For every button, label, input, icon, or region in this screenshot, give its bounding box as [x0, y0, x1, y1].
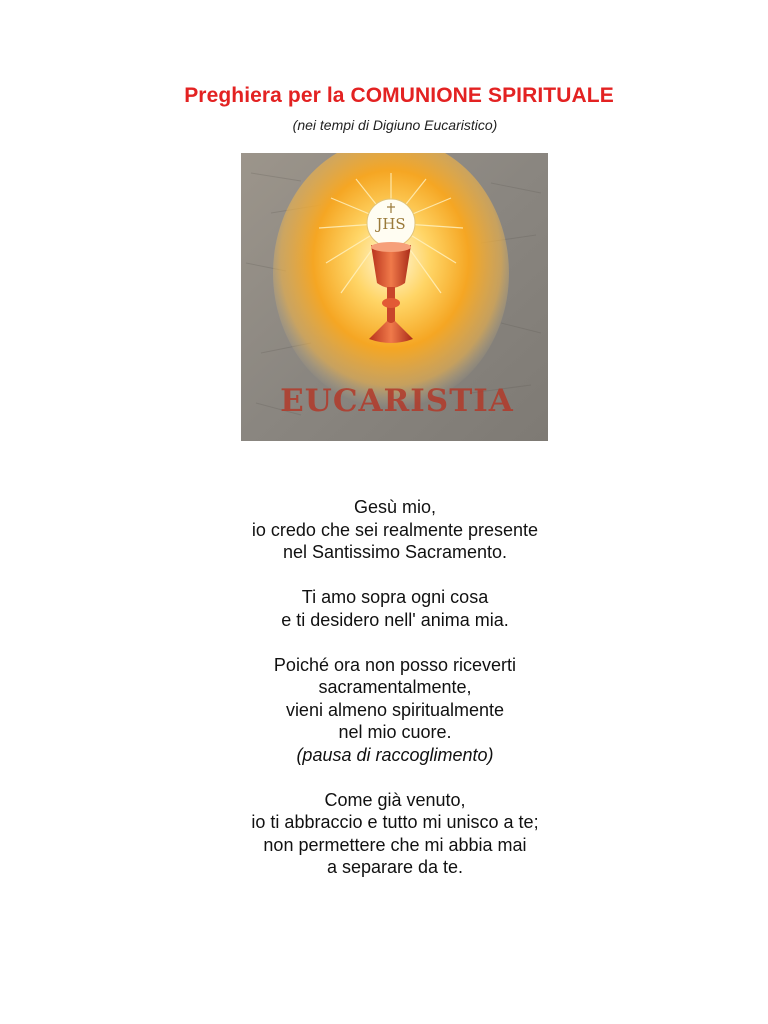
prayer-line: non permettere che mi abbia mai: [263, 834, 527, 855]
stanza-3: [0, 654, 768, 767]
prayer-line: io ti abbraccio e tutto mi unisco a te;: [251, 812, 539, 832]
prayer-line: Come già venuto,: [324, 789, 466, 810]
prayer-line: a separare da te.: [326, 857, 464, 877]
prayer-line: io credo che sei realmente presente: [251, 519, 539, 540]
painting-caption: EUCARISTIA: [280, 383, 514, 419]
document-title: Preghiera per la COMUNIONE SPIRITUALE: [184, 84, 614, 107]
stanza-4: [0, 789, 768, 879]
prayer-line: e ti desidero nell' anima mia.: [281, 609, 509, 630]
prayer-pause-note: (pausa di raccoglimento): [296, 744, 494, 765]
host-monogram: JHS: [376, 215, 406, 233]
prayer-line: nel mio cuore.: [338, 722, 452, 742]
prayer-line: sacramentalmente,: [318, 677, 472, 697]
stanza-2: [0, 586, 768, 631]
eucharist-painting: [241, 153, 548, 441]
prayer-line: Ti amo sopra ogni cosa: [301, 587, 489, 607]
prayer-line: vieni almeno spiritualmente: [285, 699, 505, 720]
prayer-line: Gesù mio,: [353, 497, 437, 517]
prayer-line: Poiché ora non posso riceverti: [273, 654, 517, 675]
prayer-line: nel Santissimo Sacramento.: [282, 542, 508, 562]
stanza-1: [0, 496, 768, 564]
document-subtitle: (nei tempi di Digiuno Eucaristico): [292, 117, 498, 133]
prayer-text: [0, 496, 768, 901]
